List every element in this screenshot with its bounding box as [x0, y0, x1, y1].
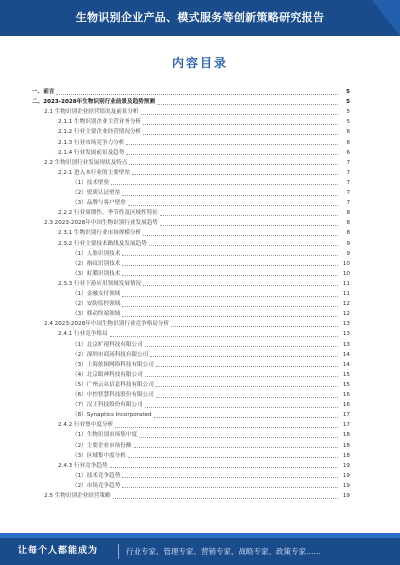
toc-leader-dots	[56, 94, 338, 95]
toc-leader-dots	[160, 225, 338, 226]
toc-entry-title: 2.1.1 生物识别企业主营业务分析	[58, 119, 142, 126]
toc-leader-dots	[156, 397, 338, 398]
toc-entry[interactable]	[72, 300, 350, 308]
toc-leader-dots	[141, 114, 338, 115]
toc-leader-dots	[128, 205, 338, 206]
toc-leader-dots	[115, 427, 338, 428]
toc-entry[interactable]	[72, 381, 350, 389]
toc-leader-dots	[122, 265, 338, 266]
toc-entry-title: （1）技术竞争趋势	[72, 472, 121, 479]
toc-entry-page: 15	[342, 371, 350, 378]
toc-leader-dots	[122, 316, 338, 317]
toc-entry-title: （2）指纹识别技术	[72, 260, 121, 267]
toc-leader-dots	[126, 154, 338, 155]
toc-entry-page: 13	[342, 321, 350, 328]
toc-leader-dots	[129, 164, 338, 165]
toc-entry-page: 14	[342, 361, 350, 368]
toc-entry-title: 2.3 2023-2028年中国生物识别行业发展趋势	[44, 220, 158, 227]
toc-leader-dots	[111, 184, 338, 185]
toc-entry[interactable]	[44, 320, 350, 328]
toc-entry-title: 二、2023-2028年生物识别行业前景及趋势预测	[32, 99, 155, 106]
toc-leader-dots	[122, 487, 338, 488]
toc-entry[interactable]	[58, 128, 350, 136]
toc-leader-dots	[157, 104, 338, 105]
toc-entry-title: 一、前言	[32, 89, 55, 95]
toc-entry-title: （3）品牌与客户壁垒	[72, 200, 126, 207]
toc-entry-title: （2）安防监控领域	[72, 301, 121, 308]
toc-entry[interactable]	[72, 431, 350, 439]
toc-entry-title: 2.2.1 进入本行业的主要壁垒	[58, 169, 130, 176]
table-of-contents	[0, 88, 400, 508]
toc-entry-page: 19	[342, 482, 350, 489]
toc-entry[interactable]	[72, 442, 350, 450]
toc-leader-dots	[126, 144, 338, 145]
toc-leader-dots	[145, 407, 338, 408]
toc-entry[interactable]	[44, 108, 350, 116]
toc-entry[interactable]	[58, 280, 350, 288]
toc-entry-title: （1）北京旷视科技有限公司	[72, 341, 143, 348]
toc-entry-page: 11	[342, 291, 350, 297]
toc-entry-page: 17	[342, 412, 350, 419]
toc-entry[interactable]	[72, 260, 350, 268]
toc-entry-page: 10	[342, 260, 350, 267]
toc-entry-title: 2.4.2 行业集中度分析	[58, 422, 114, 429]
toc-leader-dots	[122, 275, 338, 276]
toc-leader-dots	[171, 326, 338, 327]
toc-leader-dots	[122, 296, 338, 297]
toc-entry-page: 13	[342, 331, 350, 338]
toc-entry-title: （2）主要企业市场份额	[72, 442, 132, 449]
toc-entry[interactable]	[72, 270, 350, 278]
toc-entry-title: 2.2 生物识别行业发展现状及特点	[44, 159, 128, 166]
toc-entry-title: （1）人脸识别技术	[72, 250, 121, 257]
toc-entry-title: 2.5 生物识别企业经营策略	[44, 493, 111, 499]
toc-entry-page: 7	[346, 159, 350, 166]
toc-entry-page: 10	[342, 270, 350, 277]
toc-entry-page: 7	[346, 169, 350, 176]
toc-entry-page: 17	[342, 422, 350, 429]
footer-tagline: 行业专家、管理专家、营销专家、战略专家、政策专家……	[126, 547, 321, 556]
toc-leader-dots	[110, 336, 338, 337]
toc-entry-page: 14	[342, 351, 350, 358]
toc-leader-dots	[122, 477, 338, 478]
toc-entry-page: 18	[342, 452, 350, 459]
toc-entry-title: （1）技术壁垒	[72, 179, 110, 186]
toc-leader-dots	[149, 245, 338, 246]
toc-entry-title: 2.3.1 生物识别行业市场规模分析	[58, 230, 142, 237]
toc-entry-page: 6	[346, 129, 350, 136]
toc-entry-title: （4）北京眼神科技有限公司	[72, 371, 143, 378]
toc-entry[interactable]	[58, 330, 350, 338]
toc-leader-dots	[139, 437, 338, 438]
toc-entry-title: 2.2.2 行业周期性、季节性及区域性特征	[58, 210, 158, 217]
toc-leader-dots	[113, 498, 338, 499]
toc-entry-title: （1）金融支付领域	[72, 291, 121, 297]
toc-entry-page: 15	[342, 381, 350, 388]
toc-entry[interactable]	[58, 118, 350, 126]
footer-slogan: 让每个人都能成为	[18, 546, 99, 556]
toc-entry[interactable]	[58, 149, 350, 157]
toc-leader-dots	[143, 285, 338, 286]
toc-entry[interactable]	[72, 199, 350, 207]
toc-entry[interactable]	[58, 139, 350, 147]
toc-entry-title: 2.4.3 行业竞争趋势	[58, 462, 108, 469]
toc-entry-title: （5）广州云从信息科技有限公司	[72, 381, 154, 388]
toc-entry-page: 12	[342, 301, 350, 308]
toc-entry-title: （3）虹膜识别技术	[72, 270, 121, 277]
toc-entry-page: 19	[342, 462, 350, 469]
toc-entry-page: 5	[346, 119, 350, 126]
toc-entry[interactable]	[72, 250, 350, 258]
toc-entry[interactable]	[72, 341, 350, 349]
toc-leader-dots	[156, 366, 338, 367]
toc-entry[interactable]	[58, 169, 350, 177]
toc-entry-title: （8）Synaptics Incorporated	[72, 412, 152, 419]
toc-entry-page: 18	[342, 432, 350, 439]
toc-entry[interactable]	[72, 411, 350, 419]
toc-entry-page: 6	[346, 139, 350, 146]
toc-entry-page: 8	[346, 210, 350, 217]
toc-entry[interactable]	[72, 290, 350, 298]
toc-entry[interactable]	[58, 240, 350, 248]
toc-entry-page: 12	[342, 311, 350, 318]
toc-entry-page: 9	[346, 240, 350, 247]
toc-entry[interactable]	[44, 159, 350, 167]
toc-leader-dots	[134, 447, 339, 448]
toc-leader-dots	[143, 235, 338, 236]
toc-entry-title: 2.1.3 行业市场竞争力分析	[58, 139, 125, 146]
toc-entry-page: 5	[346, 89, 350, 95]
toc-entry[interactable]	[72, 351, 350, 359]
toc-entry[interactable]	[72, 452, 350, 460]
toc-entry-title: 2.1 生物识别企业经营情况及前景分析	[44, 109, 139, 116]
toc-entry-page: 6	[346, 149, 350, 156]
toc-leader-dots	[122, 195, 338, 196]
toc-entry[interactable]	[44, 219, 350, 227]
toc-entry[interactable]	[72, 361, 350, 369]
toc-leader-dots	[110, 467, 338, 468]
toc-entry-page: 7	[346, 190, 350, 196]
toc-entry[interactable]	[72, 472, 350, 480]
toc-leader-dots	[122, 306, 338, 307]
toc-entry-title: （2）资质认证壁垒	[72, 190, 121, 196]
toc-entry-title: 2.1.2 行业主要企业经营情况分析	[58, 129, 142, 136]
toc-entry[interactable]	[72, 310, 350, 318]
toc-entry-title: （2）市场竞争趋势	[72, 482, 121, 489]
toc-leader-dots	[160, 215, 338, 216]
toc-entry[interactable]	[58, 421, 350, 429]
toc-entry-page: 13	[342, 341, 350, 348]
toc-entry-page: 7	[346, 179, 350, 186]
toc-entry-title: 2.4 2023-2028年中国生物识别行业竞争格局分析	[44, 321, 170, 328]
toc-entry-title: 2.3.3 行业下游应用领域发展情况	[58, 280, 142, 287]
toc-entry-page: 19	[342, 472, 350, 479]
toc-leader-dots	[156, 386, 338, 387]
toc-leader-dots	[132, 174, 338, 175]
toc-entry-title: （3）移动终端领域	[72, 311, 121, 318]
toc-entry-title: （3）上海依图网络科技有限公司	[72, 361, 154, 368]
toc-entry-page: 11	[342, 280, 350, 287]
toc-entry-title: 2.3.2 行业主要技术路线及发展趋势	[58, 240, 147, 247]
toc-entry-page: 8	[346, 230, 350, 237]
toc-entry[interactable]	[72, 401, 350, 409]
toc-leader-dots	[154, 417, 338, 418]
toc-leader-dots	[145, 346, 338, 347]
toc-entry[interactable]	[72, 482, 350, 490]
toc-entry[interactable]	[58, 209, 350, 217]
toc-leader-dots	[122, 255, 338, 256]
toc-leader-dots	[143, 124, 338, 125]
toc-entry[interactable]	[72, 391, 350, 399]
toc-leader-dots	[128, 457, 338, 458]
toc-entry-title: （1）生物识别市场集中度	[72, 432, 138, 439]
toc-entry-page: 18	[342, 442, 350, 449]
toc-entry[interactable]	[58, 229, 350, 237]
footer-divider	[118, 544, 119, 559]
toc-entry[interactable]	[44, 492, 350, 500]
toc-entry[interactable]	[58, 462, 350, 470]
toc-entry-page: 16	[342, 392, 350, 398]
toc-entry-page: 5	[346, 109, 350, 116]
toc-entry-page: 5	[346, 99, 350, 106]
toc-heading: 内容目录	[171, 56, 228, 70]
toc-entry[interactable]	[72, 179, 350, 187]
toc-entry[interactable]	[72, 189, 350, 197]
toc-entry[interactable]	[72, 371, 350, 379]
toc-entry-page: 8	[346, 220, 350, 227]
toc-entry-title: （2）深圳市商汤科技有限公司	[72, 351, 149, 358]
toc-entry[interactable]	[32, 98, 350, 106]
toc-entry-title: 2.1.4 行业发展前景及趋势	[58, 149, 125, 156]
toc-leader-dots	[150, 356, 338, 357]
toc-entry-title: 2.4.1 行业竞争格局	[58, 331, 108, 338]
toc-entry-page: 9	[346, 250, 350, 257]
toc-entry-page: 7	[346, 200, 350, 207]
report-title: 生物识别企业产品、模式服务等创新策略研究报告	[75, 11, 325, 24]
toc-leader-dots	[143, 134, 338, 135]
toc-entry-page: 16	[342, 402, 350, 409]
toc-entry-title: （6）中控智慧科技股份有限公司	[72, 392, 154, 398]
toc-entry[interactable]	[32, 88, 350, 96]
toc-entry-title: （7）汉王科技股份有限公司	[72, 402, 143, 409]
toc-entry-title: （3）区域集中度分析	[72, 452, 126, 459]
toc-leader-dots	[145, 376, 338, 377]
toc-entry-page: 19	[342, 493, 350, 499]
